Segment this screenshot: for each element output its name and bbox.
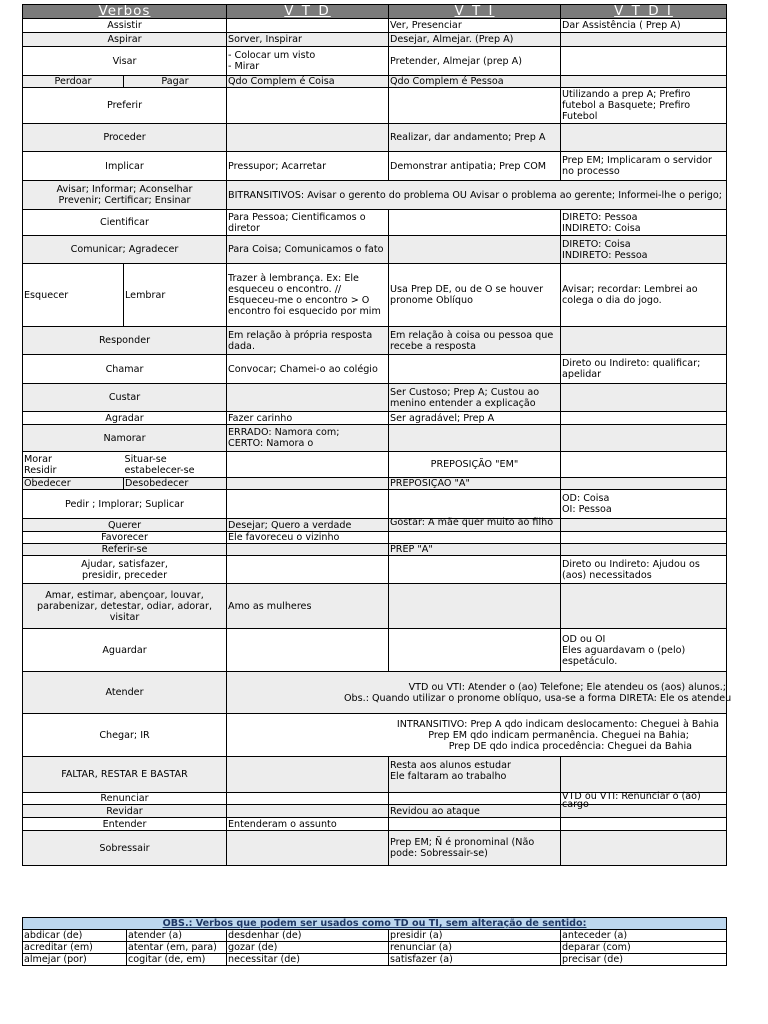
verb-cell: Favorecer [23,532,227,544]
vti-cell: Revidou ao ataque [389,805,561,818]
obs-row [23,954,727,966]
vtdi-line: INDIRETO: Pessoa [562,249,648,261]
vti-cell [389,210,561,236]
verb-cell: Desobedecer [124,478,227,490]
verb-cell: Implicar [23,152,227,181]
verb-cell: Namorar [23,425,227,452]
vti-cell: Prep EM; Ñ é pronominal (Não pode: Sobressair-se) [389,831,561,866]
row-cientificar [23,210,727,236]
vti-cell [389,818,561,831]
row-querer [23,519,727,532]
vti-cell [389,425,561,452]
row-comunicar [23,236,727,264]
vtdi-line: OI: Pessoa [562,504,612,515]
row-implicar [23,152,727,181]
verb-line: Morar [24,453,52,465]
vtdi-line: Eles aguardavam o (pelo) espetáculo. [562,644,686,667]
vtd-cell [227,556,389,584]
vtdi-cell: Direto ou Indireto: qualificar; apelidar [561,355,727,384]
vti-cell [389,556,561,584]
verb-cell: Querer [23,519,227,532]
row-custar [23,384,727,412]
vtdi-cell [561,490,727,519]
vti-cell [389,629,561,672]
vti-cell: Em relação à coisa ou pessoa que recebe a resposta [389,327,561,355]
obs-cell: renunciar (a) [389,942,561,954]
vtd-cell [227,793,389,805]
row-responder [23,327,727,355]
vtd-line: - Mirar [228,61,260,72]
obs-table [22,917,727,966]
vtd-cell [227,478,389,490]
verb-line: Situar-se [124,453,167,465]
obs-cell: cogitar (de, em) [127,954,227,966]
verb-cell: Esquecer [23,264,124,327]
vtd-cell [227,831,389,866]
vti-cell: Ver, Presenciar [389,19,561,33]
verb-cell: Assistir [23,19,227,33]
vtd-cell [227,425,389,452]
verb-cell: Cientificar [23,210,227,236]
verb-cell [124,452,227,478]
verb-line: Avisar; Informar; Aconselhar [56,184,193,195]
vtd-cell: Pressupor; Acarretar [227,152,389,181]
vtdi-cell [561,327,727,355]
vtdi-cell [561,47,727,76]
vtd-cell: Para Pessoa; Cientificamos o diretor [227,210,389,236]
obs-cell: abdicar (de) [23,930,127,942]
header-vti: V T I [389,5,561,19]
vti-cell [389,793,561,805]
obs-row [23,942,727,954]
verb-cell: Revidar [23,805,227,818]
vtdi-cell [561,384,727,412]
vti-cell: PREP "A" [389,544,561,556]
row-obedecer [23,478,727,490]
verb-cell: Amar, estimar, abençoar, louvar, parabenizar, detestar, odiar, adorar, visitar [23,584,227,629]
row-proceder [23,124,727,152]
vti-cell: Usa Prep DE, ou de O se houver pronome Oblíquo [389,264,561,327]
row-sobressair [23,831,727,866]
vtdi-cell: Avisar; recordar: Lembrei ao colega o dia do jogo. [561,264,727,327]
verb-line: Ajudar, satisfazer, [81,558,168,570]
obs-cell: necessitar (de) [227,954,389,966]
verb-cell: Aspirar [23,33,227,47]
vti-cell: Realizar, dar andamento; Prep A [389,124,561,152]
vtd-cell [227,629,389,672]
verb-cell: Referir-se [23,544,227,556]
vti-cell [389,355,561,384]
row-avisar [23,181,727,210]
vtdi-line: DIRETO: Coisa [562,238,631,250]
vtdi-cell [561,412,727,425]
vti-cell: PREPOSIÇÃO "A" [389,478,561,490]
vti-cell: Qdo Complem é Pessoa [389,76,561,88]
obs-cell: precisar (de) [561,954,727,966]
vtd-cell: Amo as mulheres [227,584,389,629]
verb-line: presidir, preceder [81,569,168,581]
vtdi-cell [561,791,727,810]
row-ajudar [23,556,727,584]
verb-cell: Chamar [23,355,227,384]
vti-cell [389,757,561,793]
verb-cell: Renunciar [23,793,227,805]
vtd-cell [227,47,389,76]
chegar-note-cell [227,714,727,757]
row-atender [23,672,727,714]
obs-cell: deparar (com) [561,942,727,954]
header-verbos: Verbos [23,5,227,19]
chegar-line: INTRANSITIVO: Prep A qdo indicam deslocamento: Cheguei à Bahia [396,718,719,730]
vti-line: Ele faltaram ao trabalho [390,771,507,782]
vtdi-line: OD: Coisa [562,493,610,504]
vtd-cell: Entenderam o assunto [227,818,389,831]
obs-cell: acreditar (em) [23,942,127,954]
vtd-cell: Para Coisa; Comunicamos o fato [227,236,389,264]
vtd-cell [227,805,389,818]
verb-cell: Custar [23,384,227,412]
atender-note-cell [227,672,732,714]
vtd-cell: Qdo Complem é Coisa [227,76,389,88]
vtd-cell [227,19,389,33]
vti-cell: Ser agradável; Prep A [389,412,561,425]
vtdi-line: DIRETO: Pessoa [562,211,638,223]
verb-cell: Preferir [23,88,227,124]
obs-cell: presidir (a) [389,930,561,942]
vti-clipped-text: Gostar: A mãe quer muito ao filho [390,517,554,528]
vti-cell: PREPOSIÇÃO "EM" [389,452,561,478]
vtd-cell [227,384,389,412]
row-agradar [23,412,727,425]
verb-cell: Atender [23,672,227,714]
verb-cell: Obedecer [23,478,124,490]
verb-cell [23,452,124,478]
obs-cell: desdenhar (de) [227,930,389,942]
vtd-cell: Convocar; Chamei-o ao colégio [227,355,389,384]
verb-cell: Proceder [23,124,227,152]
vti-cell: Demonstrar antipatia; Prep COM [389,152,561,181]
vtd-cell [227,124,389,152]
vtdi-cell [561,831,727,866]
vtdi-cell [561,452,727,478]
vti-line: Resta aos alunos estudar [390,760,511,771]
row-faltar [23,757,727,793]
verb-cell: Sobressair [23,831,227,866]
vtdi-cell: Dar Assistência ( Prep A) [561,19,727,33]
header-vtd: V T D [227,5,389,19]
chegar-line: Prep EM qdo indicam permanência. Cheguei na Bahia; [428,729,689,741]
obs-cell: almejar (por) [23,954,127,966]
row-pedir [23,490,727,519]
row-morar [23,452,727,478]
vtdi-cell [561,519,727,532]
vti-cell [389,236,561,264]
row-aguardar [23,629,727,672]
vtdi-line: INDIRETO: Coisa [562,222,641,234]
row-namorar [23,425,727,452]
row-entender [23,818,727,831]
vtd-cell: Ele favoreceu o vizinho [227,532,389,544]
verb-cell [23,181,227,210]
vtd-line: ERRADO: Namora com; [228,427,340,438]
verb-cell [23,556,227,584]
vtdi-cell [561,818,727,831]
vtdi-cell [561,236,727,264]
row-perdoar [23,76,727,88]
chegar-line: Prep DE qdo indica procedência: Cheguei da Bahia [448,740,692,752]
verb-cell: FALTAR, RESTAR E BASTAR [23,757,227,793]
row-referir [23,544,727,556]
vti-cell [389,490,561,519]
verb-cell: Pagar [124,76,227,88]
vtdi-cell: Prep EM; Implicaram o servidor no processo [561,152,727,181]
vti-cell [389,584,561,629]
obs-cell: atentar (em, para) [127,942,227,954]
atender-line: VTD ou VTI: Atender o (ao) Telefone; Ele atendeu os (aos) alunos.; [408,681,726,693]
vti-cell [389,532,561,544]
verb-line: Residir [24,464,57,476]
vti-cell: Pretender, Almejar (prep A) [389,47,561,76]
vtdi-cell [561,76,727,88]
obs-row [23,930,727,942]
row-revidar [23,805,727,818]
vti-cell [389,519,561,532]
obs-cell: anteceder (a) [561,930,727,942]
vtd-line: - Colocar um visto [228,50,316,61]
verb-cell: Entender [23,818,227,831]
vtdi-cell [561,757,727,793]
verb-cell: Perdoar [23,76,124,88]
vtdi-cell [561,544,727,556]
row-preferir [23,88,727,124]
vtdi-cell [561,478,727,490]
vtdi-cell [561,33,727,47]
verb-cell: Aguardar [23,629,227,672]
vtd-cell: Desejar; Quero a verdade [227,519,389,532]
vtdi-cell [561,532,727,544]
vtd-cell: Trazer à lembrança. Ex: Ele esqueceu o encontro. // Esqueceu-me o encontro > O encontro foi esquecido por mim [227,264,389,327]
obs-cell: gozar (de) [227,942,389,954]
row-renunciar [23,793,727,805]
row-visar [23,47,727,76]
verbs-table [22,3,732,866]
vtdi-cell [561,629,727,672]
vtd-cell: Em relação à própria resposta dada. [227,327,389,355]
row-esquecer [23,264,727,327]
obs-cell: atender (a) [127,930,227,942]
row-favorecer [23,532,727,544]
vti-cell [389,88,561,124]
vti-cell: Ser Custoso; Prep A; Custou ao menino entender a explicação [389,384,561,412]
header-vtdi: V T D I [561,5,727,19]
verb-cell: Visar [23,47,227,76]
vtd-line: CERTO: Namora o [228,438,314,449]
obs-cell: satisfazer (a) [389,954,561,966]
verb-cell: Comunicar; Agradecer [23,236,227,264]
vtdi-cell [561,425,727,452]
vtdi-cell [561,210,727,236]
vtd-cell [227,757,389,793]
vti-cell: Desejar, Almejar. (Prep A) [389,33,561,47]
row-assistir [23,19,727,33]
verb-cell: Lembrar [124,264,227,327]
vtdi-cell [561,124,727,152]
verb-cell: Pedir ; Implorar; Suplicar [23,490,227,519]
vtd-cell [227,452,389,478]
obs-title-row [23,918,727,930]
row-chamar [23,355,727,384]
bitransitive-cell: BITRANSITIVOS: Avisar o gerento do problema OU Avisar o problema ao gerente; Informei-lhe o perigo; [227,181,727,210]
vtd-cell [227,88,389,124]
row-amar [23,584,727,629]
vtd-cell [227,544,389,556]
verb-cell: Agradar [23,412,227,425]
verb-line: Prevenir; Certificar; Ensinar [58,195,191,206]
vtd-cell: Fazer carinho [227,412,389,425]
vtdi-cell: Utilizando a prep A; Prefiro futebol a Basquete; Prefiro Futebol [561,88,727,124]
vtdi-line: OD ou OI [562,633,606,645]
obs-title: OBS.: Verbos que podem ser usados como TD ou TI, sem alteração de sentido: [23,918,727,930]
verb-cell: Chegar; IR [23,714,227,757]
vtd-cell: Sorver, Inspirar [227,33,389,47]
row-aspirar [23,33,727,47]
vtd-cell [227,490,389,519]
verb-cell: Responder [23,327,227,355]
atender-line: Obs.: Quando utilizar o pronome oblíquo, usa-se a forma DIRETA: Ele os atendeu [344,692,732,704]
vtdi-clipped-text: VTD ou VTI: Renunciar o (ao) cargo [562,791,701,810]
vtdi-cell [561,584,727,629]
verb-line: estabelecer-se [124,464,195,476]
vtdi-cell: Direto ou Indireto: Ajudou os (aos) necessitados [561,556,727,584]
row-chegar [23,714,727,757]
header-row [23,5,727,19]
